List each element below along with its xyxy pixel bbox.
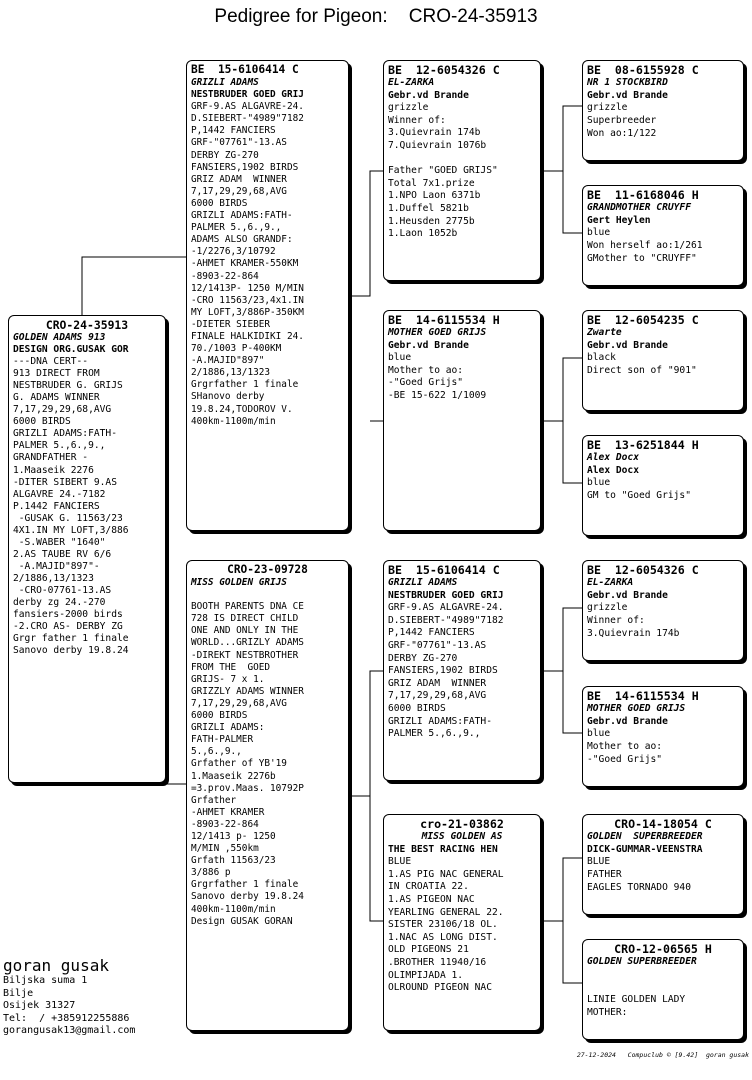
pigeon-name: MISS GOLDEN AS [421, 831, 503, 842]
note: 913 DIRECT FROM [13, 368, 100, 380]
note: GM to "Goed Grijs" [587, 490, 691, 502]
note: grizzle [587, 102, 628, 114]
note: -A.MAJID"897" [191, 355, 265, 367]
note: blue [587, 477, 611, 489]
note: EAGLES TORNADO 940 [587, 881, 691, 893]
note: 2/1886,13/1323 [191, 367, 271, 379]
note: blue [587, 227, 611, 239]
pigeon-card-ss-dam [582, 185, 744, 286]
note: Grfather [191, 794, 237, 806]
pigeon-card-sd-sire [582, 310, 744, 411]
ring-number: cro-21-03862 [420, 817, 504, 831]
ring-number: BE 13-6251844 H [587, 438, 699, 452]
pigeon-name: MOTHER GOED GRIJS [587, 703, 686, 714]
note: M/MIN ,550km [191, 843, 259, 855]
note: PALMER 5.,6.,9., [191, 222, 282, 234]
note: -CRO-07761-13.AS [13, 584, 112, 596]
note: G. ADAMS WINNER [13, 392, 100, 404]
note: D.SIEBERT-"4989"7182 [191, 113, 304, 125]
note: FATHER [587, 869, 622, 881]
connector-dd [541, 858, 582, 921]
note: Sanovo derby 19.8.24 [191, 891, 304, 903]
note: 1.Heusden 2775b [388, 215, 475, 227]
pigeon-name: EL-ZARKA [587, 577, 634, 588]
note: NESTBRUDER G. GRIJS [13, 380, 123, 392]
note: BLUE [587, 856, 611, 868]
breeder: Gebr.vd Brande [587, 339, 668, 351]
note: GRIZZLY ADAMS WINNER [191, 685, 304, 697]
breeder [587, 969, 739, 982]
note: 1.AS PIG NAC GENERAL [388, 868, 504, 880]
owner-address-line: Bilje [3, 987, 34, 999]
note: BLUE [388, 856, 412, 868]
note: OLIMPIJADA 1. [388, 969, 464, 981]
note: -AHMET KRAMER-550KM [191, 258, 299, 270]
connector-dd2 [563, 921, 582, 983]
note: 3.Quievrain 174b [587, 627, 680, 639]
note: Winner of: [587, 615, 645, 627]
pigeon-name: EL-ZARKA [388, 77, 435, 88]
breeder: Alex Docx [587, 464, 639, 476]
pigeon-name: GOLDEN SUPERBREEDER [587, 831, 703, 842]
note: -AHMET KRAMER [191, 806, 265, 818]
note: -DITER SIBERT 9.AS [13, 476, 117, 488]
note: 728 IS DIRECT CHILD [191, 613, 299, 625]
pigeon-name: GOLDEN SUPERBREEDER [587, 956, 697, 967]
note: YEARLING GENERAL 22. [388, 906, 504, 918]
note: 6000 BIRDS [191, 710, 248, 722]
pigeon-card-dd-dam [582, 939, 744, 1040]
note: 12/1413P- 1250 M/MIN [191, 282, 304, 294]
connector-ss2 [563, 171, 582, 233]
pigeon-name: Alex Docx [587, 452, 639, 463]
pigeon-card-sire-dam [383, 310, 541, 531]
note: GRF-"07761"-13.AS [191, 137, 287, 149]
note: Grfath 11563/23 [191, 855, 276, 867]
note: -S.WABER "1640" [13, 536, 106, 548]
connector-sd [541, 358, 582, 421]
note: Sanovo derby 19.8.24 [13, 645, 129, 657]
note: IN CROATIA 22. [388, 881, 469, 893]
note: ALGAVRE 24.-7182 [13, 488, 106, 500]
pigeon-card-dam-dam [383, 814, 541, 1031]
note: 1.AS PIGEON NAC [388, 893, 475, 905]
note: -A.MAJID"897"- [13, 560, 100, 572]
note: Grgrfather 1 finale [191, 379, 299, 391]
note: P,1442 FANCIERS [388, 627, 475, 639]
note: ONE AND ONLY IN THE [191, 625, 299, 637]
note: FROM THE GOED [191, 661, 271, 673]
connector-ss [541, 106, 582, 171]
note: GRIZLI ADAMS: [191, 722, 265, 734]
note: Mother to ao: [587, 741, 663, 753]
ring-number: BE 15-6106414 C [191, 63, 299, 76]
pigeon-card-subject [8, 315, 166, 783]
connector-ds2 [563, 671, 582, 733]
connector-dam-dam [370, 796, 383, 921]
ring-number: BE 15-6106414 C [388, 563, 500, 577]
connector-ds [541, 608, 582, 671]
note: -1/2276,3/10792 [191, 246, 276, 258]
note: GRF-9.AS ALGAVRE-24. [388, 602, 504, 614]
note: SHanovo derby [191, 391, 265, 403]
note: -BE 15-622 1/1009 [388, 389, 487, 401]
note: GRIZ ADAM WINNER [388, 677, 487, 689]
note: PALMER 5.,6.,9., [13, 440, 106, 452]
pigeon-card-sire-sire [383, 60, 541, 281]
note: fansiers-2000 birds [13, 609, 123, 621]
note: FINALE HALKIDIKI 24. [191, 330, 304, 342]
note: 4X1.IN MY LOFT,3/886 [13, 524, 129, 536]
note: BOOTH PARENTS DNA CE [191, 601, 304, 613]
owner-phone: Tel: / +385912255886 [3, 1012, 130, 1024]
note: -8903-22-864 [191, 818, 259, 830]
note: Design GUSAK GORAN [191, 915, 293, 927]
note: 5.,6.,9., [191, 746, 242, 758]
pigeon-name: GOLDEN ADAMS 913 [13, 332, 106, 343]
note: GRIJS- 7 x 1. [191, 673, 265, 685]
note: -DIREKT NESTBROTHER [191, 649, 299, 661]
note: -CRO 11563/23,4x1.IN [191, 294, 304, 306]
note: WORLD...GRIZLY ADAMS [191, 637, 304, 649]
note: 7.Quievrain 1076b [388, 139, 487, 151]
owner-address-line: Biljska suma 1 [3, 975, 88, 986]
note: 2.AS TAUBE RV 6/6 [13, 548, 112, 560]
pigeon-card-ds-sire [582, 560, 744, 661]
note: -DIETER SIEBER [191, 318, 271, 330]
note: grizzle [587, 602, 628, 614]
pigeon-card-sd-dam [582, 435, 744, 536]
connector-sire-parents [348, 171, 383, 296]
pigeon-card-sire [186, 60, 349, 531]
note: Won ao:1/122 [587, 127, 657, 139]
note: 1.NPO Laon 6371b [388, 190, 481, 202]
breeder: Gebr.vd Brande [587, 715, 668, 727]
note: GRIZLI ADAMS:FATH- [388, 715, 492, 727]
note: Mother to ao: [388, 364, 464, 376]
note: -GUSAK G. 11563/23 [13, 512, 123, 524]
note [587, 981, 739, 994]
note: .BROTHER 11940/16 [388, 956, 487, 968]
pigeon-name: Zwarte [587, 327, 622, 338]
note: GRIZLI ADAMS:FATH- [191, 210, 293, 222]
note: GMother to "CRUYFF" [587, 252, 697, 264]
breeder: NESTBRUDER GOED GRIJ [191, 89, 304, 101]
breeder: Gebr.vd Brande [388, 89, 469, 101]
note: 3/886 p [191, 867, 231, 879]
pigeon-card-dam [186, 560, 349, 1031]
note: -8903-22-864 [191, 270, 259, 282]
footer-credit: 27-12-2024 Compuclub © [9.42] goran gusak [576, 1051, 749, 1059]
breeder: Gebr.vd Brande [587, 89, 668, 101]
pigeon-card-ds-dam [582, 686, 744, 787]
note: MOTHER: [587, 1006, 628, 1018]
pigeon-card-dam-sire [383, 560, 541, 781]
note: black [587, 352, 616, 364]
note: Won herself ao:1/261 [587, 240, 703, 252]
note: -2.CRO AS- DERBY ZG [13, 621, 123, 633]
note: GRF-"07761"-13.AS [388, 639, 487, 651]
breeder: Gert Heylen [587, 214, 651, 226]
note: FATH-PALMER [191, 734, 254, 746]
breeder: DICK-GUMMAR-VEENSTRA [587, 843, 703, 855]
connector-dam-parents [348, 671, 383, 796]
pigeon-name: NR 1 STOCKBIRD [587, 77, 668, 88]
ring-number: BE 14-6115534 H [388, 313, 500, 327]
breeder: THE BEST RACING HEN [388, 843, 498, 855]
note: 7,17,29,29,68,AVG [388, 690, 487, 702]
note: -"Goed Grijs" [587, 753, 663, 765]
note: 2/1886,13/1323 [13, 572, 94, 584]
note: OLROUND PIGEON NAC [388, 982, 492, 994]
ring-number: BE 12-6054326 C [587, 563, 699, 577]
note: P.1442 FANCIERS [13, 500, 100, 512]
note: Direct son of "901" [587, 365, 697, 377]
note: 1.Maaseik 2276 [13, 464, 94, 476]
pigeon-card-dd-sire [582, 814, 744, 915]
note: MY LOFT,3/886P-350KM [191, 306, 304, 318]
ring-number: BE 08-6155928 C [587, 63, 699, 77]
note: LINIE GOLDEN LADY [587, 994, 686, 1006]
ring-number: CRO-14-18054 C [614, 817, 712, 831]
pigeon-name: GRANDMOTHER CRUYFF [587, 202, 691, 213]
breeder: NESTBRUDER GOED GRIJ [388, 589, 504, 601]
note: =3.prov.Maas. 10792P [191, 782, 304, 794]
note: GRIZLI ADAMS:FATH- [13, 428, 117, 440]
breeder: Gebr.vd Brande [388, 339, 469, 351]
note: FANSIERS,1902 BIRDS [191, 161, 299, 173]
note: GRIZ ADAM WINNER [191, 173, 287, 185]
note: 1.Laon 1052b [388, 228, 458, 240]
note: 6000 BIRDS [13, 416, 71, 428]
note: blue [388, 352, 412, 364]
note: DERBY ZG-270 [191, 149, 259, 161]
note: 6000 BIRDS [388, 702, 446, 714]
note: 7,17,29,29,68,AVG [191, 185, 287, 197]
note: DERBY ZG-270 [388, 652, 458, 664]
ring-number: BE 14-6115534 H [587, 689, 699, 703]
connector-sd2 [563, 421, 582, 483]
note: Grgr father 1 finale [13, 633, 129, 645]
breeder: DESIGN ORG.GUSAK GOR [13, 344, 129, 356]
note: 3.Quievrain 174b [388, 127, 481, 139]
note: 400km-1100m/min [191, 903, 276, 915]
note: grizzle [388, 102, 429, 114]
note: 1.Maaseik 2276b [191, 770, 276, 782]
note: ADAMS ALSO GRANDF: [191, 234, 293, 246]
note: 6000 BIRDS [191, 197, 248, 209]
pigeon-name: MOTHER GOED GRIJS [388, 327, 487, 338]
note: 1.NAC AS LONG DIST. [388, 931, 498, 943]
pigeon-name: GRIZLI ADAMS [191, 77, 259, 88]
note: SISTER 23106/18 OL. [388, 919, 498, 931]
ring-number: CRO-24-35913 [45, 318, 129, 332]
note: OLD PIGEONS 21 [388, 944, 469, 956]
note: Grgrfather 1 finale [191, 879, 299, 891]
note: D.SIEBERT-"4989"7182 [388, 614, 504, 626]
note: P,1442 FANCIERS [191, 125, 276, 137]
note: derby zg 24.-270 [13, 597, 106, 609]
ring-number: CRO-23-09728 [227, 563, 308, 576]
owner-info [3, 956, 135, 1038]
owner-name: goran gusak [3, 956, 109, 975]
owner-email: gorangusak13@gmail.com [3, 1025, 136, 1037]
note: 19.8.24,TODOROV V. [191, 403, 293, 415]
note: 70./1003 P-400KM [191, 343, 282, 355]
note: 400km-1100m/min [191, 415, 276, 427]
note: Superbreeder [587, 115, 657, 127]
breeder: Gebr.vd Brande [587, 589, 668, 601]
note: 12/1413 p- 1250 [191, 830, 276, 842]
note: ---DNA CERT-- [13, 356, 89, 368]
note: 1.Duffel 5821b [388, 202, 469, 214]
note: PALMER 5.,6.,9., [388, 728, 481, 740]
note: blue [587, 728, 611, 740]
note: FANSIERS,1902 BIRDS [388, 665, 498, 677]
note: Total 7x1.prize [388, 177, 475, 189]
note: Father "GOED GRIJS" [388, 165, 498, 177]
note: Winner of: [388, 114, 446, 126]
ring-number: BE 12-6054326 C [388, 63, 500, 77]
note: Grfather of YB'19 [191, 758, 287, 770]
ring-number: CRO-12-06565 H [614, 942, 712, 956]
ring-number: BE 11-6168046 H [587, 188, 699, 202]
pigeon-name: GRIZLI ADAMS [388, 577, 458, 588]
connector-subject-sire [82, 257, 186, 315]
pigeon-card-ss-sire [582, 60, 744, 161]
note: GRF-9.AS ALGAVRE-24. [191, 101, 304, 113]
note: 7,17,29,29,68,AVG [13, 404, 112, 416]
ring-number: BE 12-6054235 C [587, 313, 699, 327]
owner-address-line: Osijek 31327 [3, 1000, 76, 1012]
breeder [191, 589, 344, 601]
note: -"Goed Grijs" [388, 377, 464, 389]
note [388, 153, 536, 166]
note: 7,17,29,29,68,AVG [191, 697, 287, 709]
page-title: Pedigree for Pigeon: CRO-24-35913 [214, 6, 538, 27]
note: GRANDFATHER - [13, 452, 89, 464]
pigeon-name: MISS GOLDEN GRIJS [191, 577, 287, 588]
